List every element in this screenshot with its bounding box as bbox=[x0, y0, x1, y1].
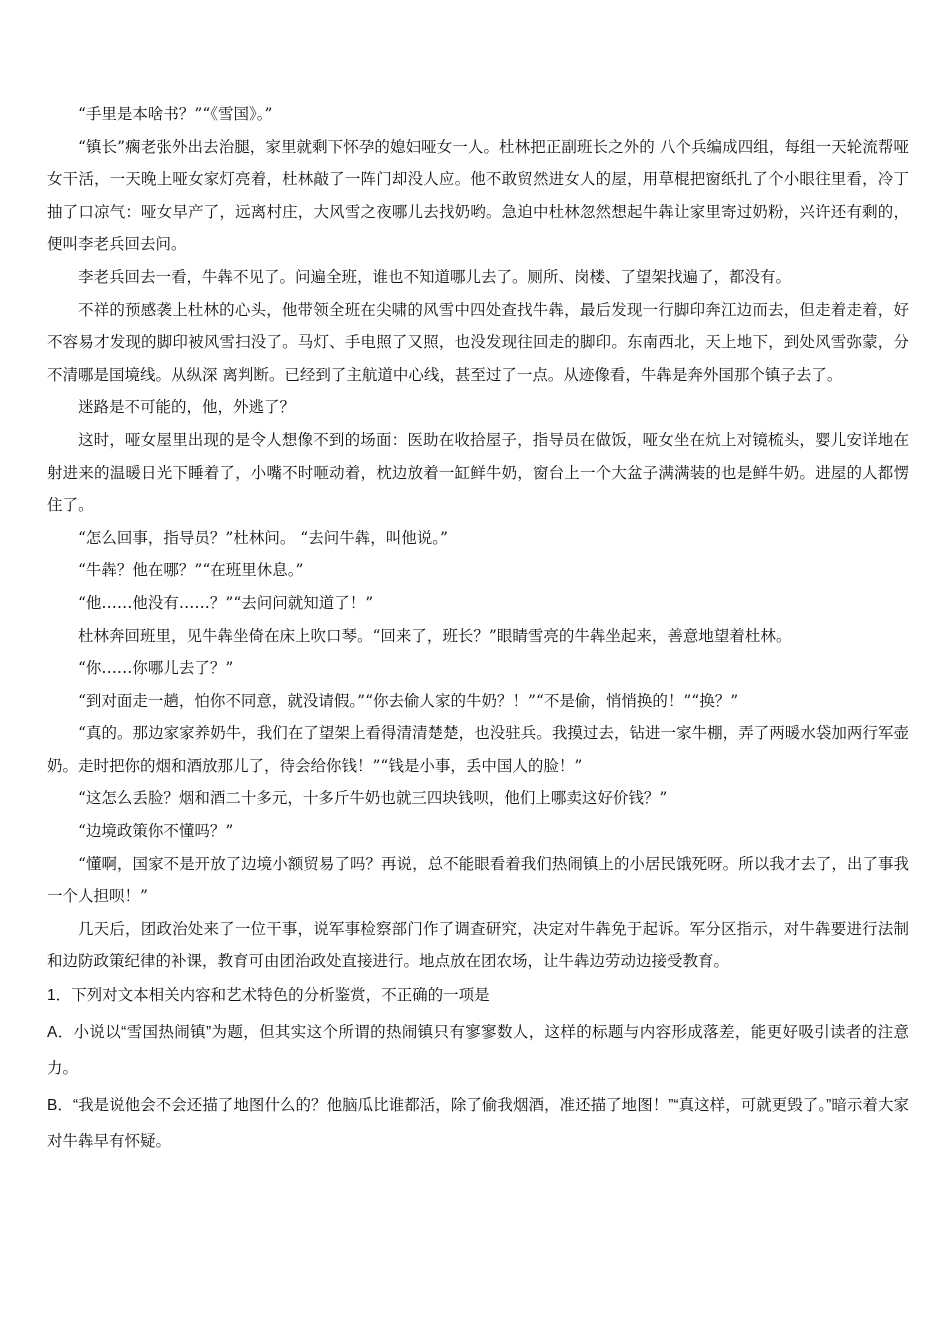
paragraph-8: “牛犇？他在哪？”“在班里休息。” bbox=[78, 561, 304, 580]
question-stem: 1．下列对文本相关内容和艺术特色的分析鉴赏，不正确的一项是 bbox=[47, 987, 490, 1005]
document-body bbox=[47, 98, 909, 1161]
paragraph-14: “这怎么丢脸？烟和酒二十多元，十多斤牛奶也就三四块钱呗，他们上哪卖这好价钱？” bbox=[78, 789, 668, 808]
paragraph-3: 李老兵回去一看，牛犇不见了。问遍全班，谁也不知道哪儿去了。厕所、岗楼、了望架找遍了，都没有。 bbox=[78, 267, 792, 286]
paragraph-16: “懂啊，国家不是开放了边境小额贸易了吗？再说，总不能眼看着我们热闹镇上的小居民饿死呀。所以我才去了，出了事我一个人担呗！” bbox=[47, 854, 909, 906]
paragraph-9: “他……他没有……？”“去问问就知道了！” bbox=[78, 593, 374, 612]
paragraph-6: 这时，哑女屋里出现的是令人想像不到的场面：医助在收拾屋子，指导员在做饭，哑女坐在炕上对镜梳头，婴儿安详地在射进来的温暖日光下睡着了，小嘴不时咂动着，枕边放着一缸鲜牛奶，窗台上一个大盆子满满装的也是鲜牛奶。进屋的人都愣住了。 bbox=[47, 430, 909, 515]
question-option-a: A．小说以“雪国热闹镇”为题，但其实这个所谓的热闹镇只有寥寥数人，这样的标题与内容形成落差，能更好吸引读者的注意力。 bbox=[47, 1023, 909, 1078]
paragraph-11: “你……你哪儿去了？” bbox=[78, 659, 234, 678]
paragraph-17: 几天后，团政治处来了一位干事，说军事检察部门作了调查研究，决定对牛犇免于起诉。军分区指示，对牛犇要进行法制和边防政策纪律的补课，教育可由团治政处直接进行。地点放在团农场，让牛犇边劳动边接受教育。 bbox=[47, 919, 909, 971]
paragraph-5: 迷路是不可能的，他，外逃了？ bbox=[78, 398, 296, 417]
paragraph-1: “手里是本啥书？”“《雪国》。” bbox=[78, 105, 273, 123]
paragraph-4: 不祥的预感袭上杜林的心头，他带领全班在尖啸的风雪中四处查找牛犇，最后发现一行脚印奔江边而去，但走着走着，好不容易才发现的脚印被风雪扫没了。马灯、手电照了又照，也没发现往回走的脚印。东南西北，天上地下，到处风雪弥蒙，分不清哪是国境线。从纵深 离判断。已经到了主航道中心线，甚至过了一点。从迹像看，牛犇是奔外国那个镇子去了。 bbox=[47, 300, 909, 384]
paragraph-13: “真的。那边家家养奶牛，我们在了望架上看得清清楚楚，也没驻兵。我摸过去，钻进一家牛棚，弄了两暖水袋加两行军壶奶。走时把你的烟和酒放那儿了，待会给你钱！”“钱是小事，丢中国人的脸！” bbox=[47, 724, 909, 775]
paragraph-15: “边境政策你不懂吗？” bbox=[78, 822, 234, 841]
paragraph-7: “怎么回事，指导员？”杜林问。 “去问牛犇，叫他说。” bbox=[78, 528, 448, 547]
paragraph-12: “到对面走一趟，怕你不同意，就没请假。”“你去偷人家的牛奶？！”“不是偷，悄悄换的！”“换？” bbox=[78, 691, 739, 710]
paragraph-10: 杜林奔回班里，见牛犇坐倚在床上吹口琴。“回来了，班长？”眼睛雪亮的牛犇坐起来，善意地望着杜林。 bbox=[78, 626, 792, 645]
paragraph-2: “镇长”瘸老张外出去治腿，家里就剩下怀孕的媳妇哑女一人。杜林把正副班长之外的 八个兵编成四组，每组一天轮流帮哑女干活，一天晚上哑女家灯亮着，杜林敲了一阵门却没人应。他不敢贸然进女人的屋，用草棍把窗纸扎了个小眼往里看，冷丁抽了口凉气：哑女早产了，远离村庄，大风雪之夜哪儿去找奶哟。急迫中杜林忽然想起牛犇让家里寄过奶粉，兴许还有剩的，便叫李老兵回去问。 bbox=[47, 137, 909, 254]
question-option-b: B．“我是说他会不会还描了地图什么的？他脑瓜比谁都活，除了偷我烟酒，准还描了地图！”“真这样，可就更毁了。”暗示着大家对牛犇早有怀疑。 bbox=[47, 1096, 909, 1151]
